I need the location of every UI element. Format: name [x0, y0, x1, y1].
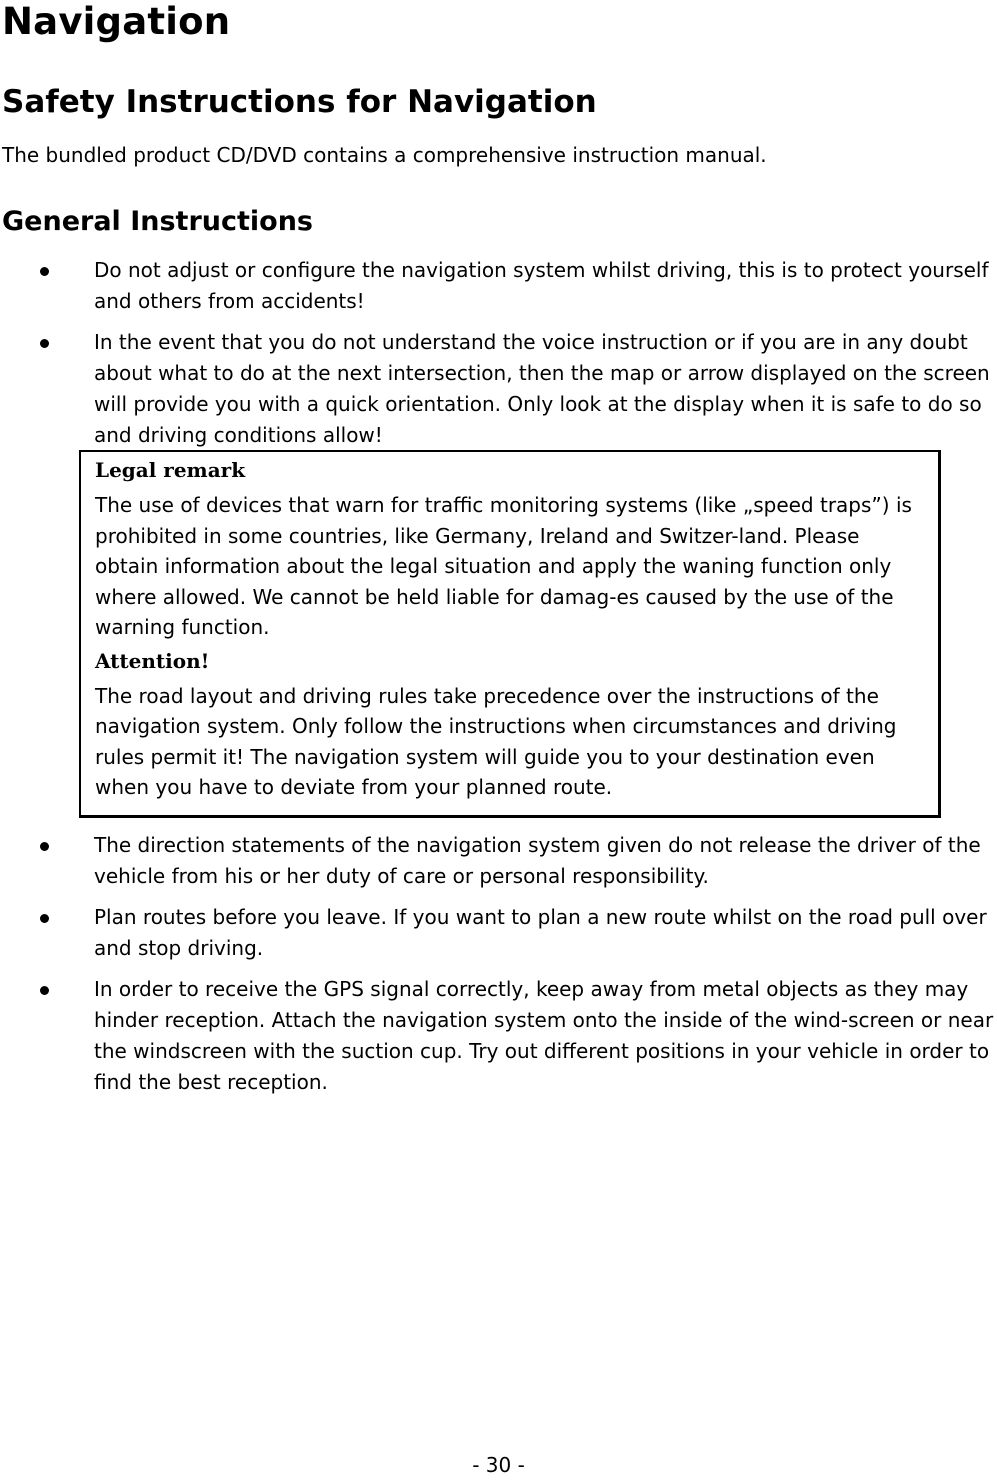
list-item	[0, 902, 997, 964]
attention-heading: Attention!	[95, 648, 210, 673]
bullet-dot-icon	[40, 914, 49, 923]
instructions-list-bottom	[0, 830, 997, 1108]
attention-text: The road layout and driving rules take precedence over the instructions of the navigation system. Only follow the instructions when circumstances and driving rules permit it! The navigation system will guide you to your destination even when you have to deviate from your planned route.	[95, 683, 897, 799]
section-title: Safety Instructions for Navigation	[2, 84, 597, 120]
list-item-text: In the event that you do not understand the voice instruction or if you are in any doubt about what to do at the next intersection, then the map or arrow displayed on the screen will provide you with a quick orientation. Only look at the display when it is safe to do so and driving conditions allow!	[94, 330, 990, 447]
intro-paragraph: The bundled product CD/DVD contains a comprehensive instruction manual.	[2, 143, 767, 167]
list-item	[0, 974, 997, 1098]
list-item-text: Plan routes before you leave. If you want to plan a new route whilst on the road pull over and stop driving.	[94, 905, 987, 960]
list-item	[0, 830, 997, 892]
instructions-list-top	[0, 255, 997, 461]
page-title: Navigation	[2, 0, 231, 43]
list-item-text: The direction statements of the navigation system given do not release the driver of the vehicle from his or her duty of care or personal responsibility.	[94, 833, 981, 888]
list-item	[0, 327, 997, 451]
list-item-text: Do not adjust or configure the navigation system whilst driving, this is to protect yourself and others from accidents!	[94, 258, 989, 313]
legal-remark-heading: Legal remark	[95, 458, 246, 482]
bullet-dot-icon	[40, 842, 49, 851]
bullet-dot-icon	[40, 267, 49, 276]
notice-box	[79, 450, 941, 818]
list-item-text: In order to receive the GPS signal correctly, keep away from metal objects as they may hinder reception. Attach the navigation system onto the inside of the wind-screen or near the windscreen with the suction cup. Try out different positions in your vehicle in order to find the best reception.	[94, 977, 994, 1094]
bullet-dot-icon	[40, 986, 49, 995]
page-number: - 30 -	[472, 1453, 525, 1477]
bullet-dot-icon	[40, 339, 49, 348]
list-item	[0, 255, 997, 317]
legal-remark-text: The use of devices that warn for traffic monitoring systems (like „speed traps”) is prohibited in some countries, like Germany, Ireland and Switzer-land. Please obtain information about the legal situation and apply the waning function only where allowed. We cannot be held liable for damag-es caused by the use of the warning function.	[95, 493, 912, 639]
subsection-title: General Instructions	[2, 206, 313, 237]
